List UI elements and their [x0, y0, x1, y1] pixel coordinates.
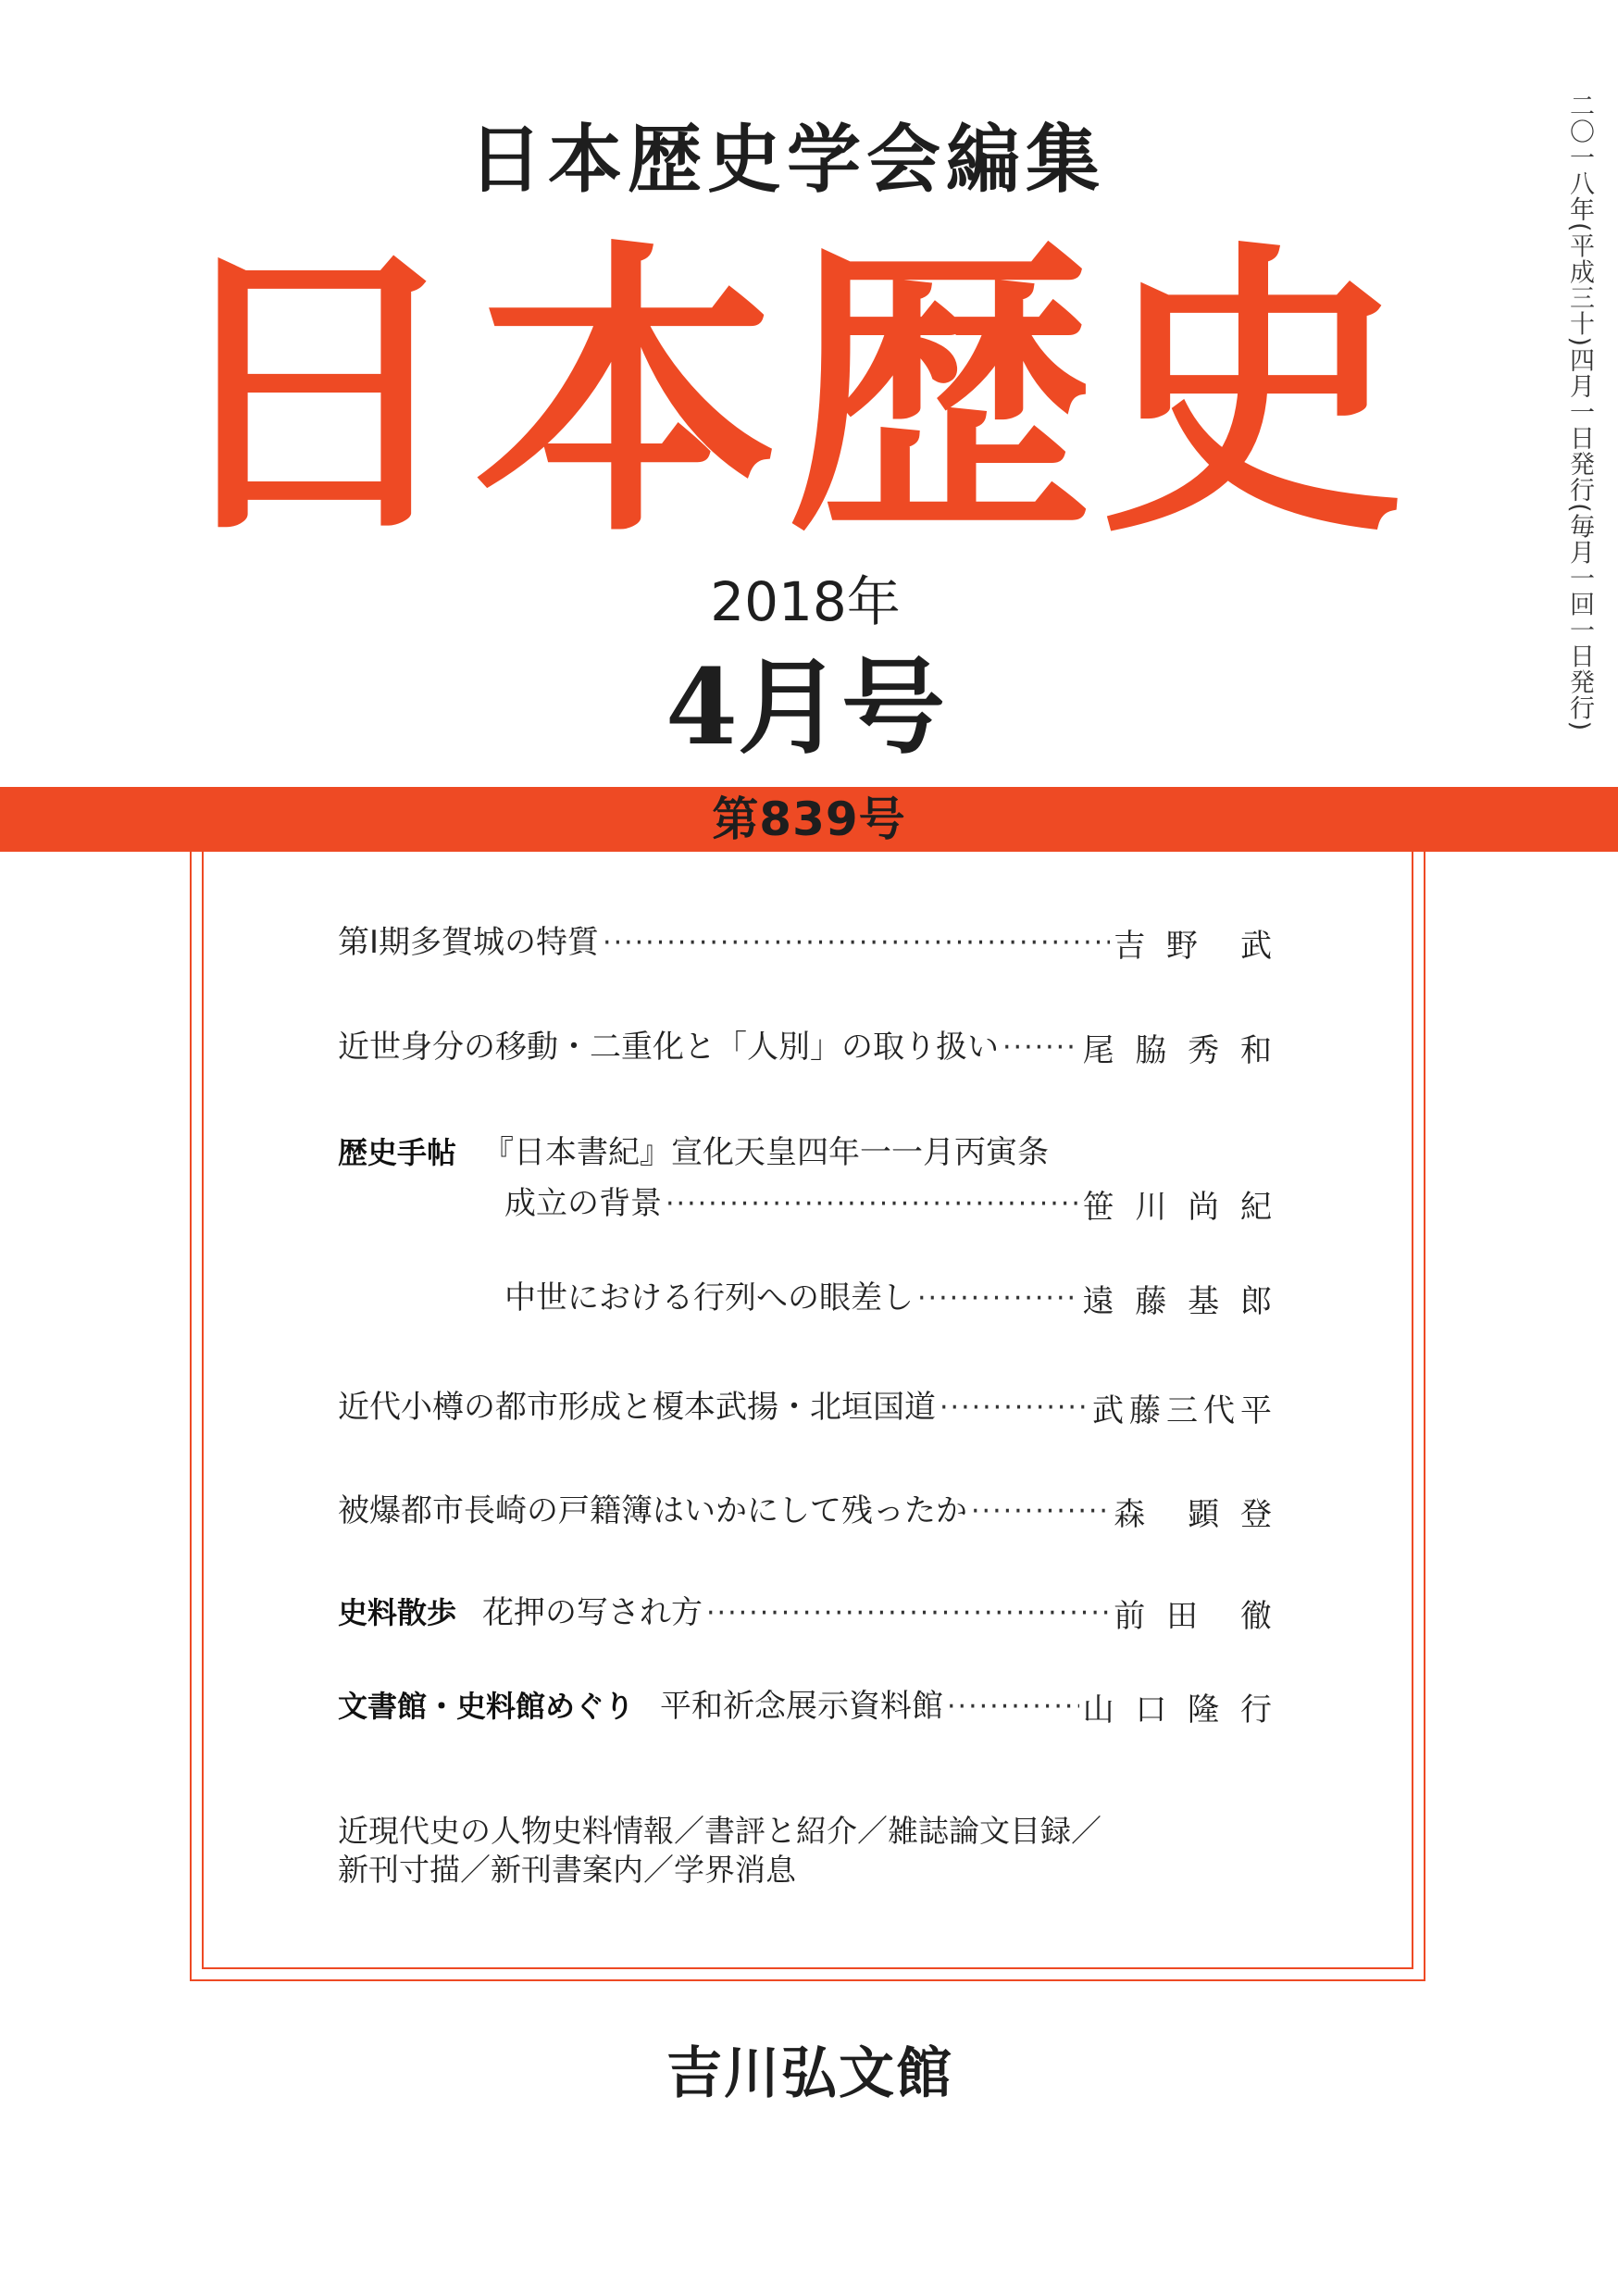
regular-features: [338, 1812, 1263, 1904]
regular-features-line: 近現代史の人物史料情報／書評と紹介／雑誌論文目録／: [338, 1813, 1101, 1849]
toc-entry-title-cont: 成立の背景: [504, 1185, 662, 1222]
toc-section-sources: [338, 1591, 1277, 1634]
toc-entry-title: 平和祈念展示資料館: [660, 1688, 944, 1725]
toc-entry-title: 花押の写され方: [482, 1594, 703, 1631]
publisher-name: 吉川弘文館: [666, 2041, 953, 2106]
toc-entry: [504, 1277, 1277, 1319]
publication-notice: 二〇一八年(平成三十)四月一日発行(毎月一回一日発行): [1565, 93, 1594, 732]
leader-dots: [917, 1282, 1079, 1315]
leader-dots: [666, 1188, 1079, 1220]
issue-month: 4月号: [666, 647, 945, 768]
leader-dots: [940, 1391, 1089, 1424]
toc-entry: [338, 921, 1277, 964]
leader-dots: [971, 1495, 1110, 1528]
toc-entry-title: 第Ⅰ期多賀城の特質: [338, 924, 600, 961]
toc-entry: [338, 1386, 1277, 1429]
toc-section-notebook: [338, 1131, 1277, 1174]
toc-entry-title: 『日本書紀』宣化天皇四年一一月丙寅条: [482, 1134, 1050, 1171]
issue-year: 2018年: [710, 570, 901, 633]
toc-entry: [504, 1182, 1277, 1225]
toc-entry-author: 笹 川 尚 紀: [1082, 1188, 1277, 1226]
toc-entry-title: 中世における行列への眼差し: [504, 1279, 914, 1316]
toc-entry: [338, 1026, 1277, 1068]
leader-dots: [706, 1597, 1110, 1629]
toc-entry-title: 近代小樽の都市形成と榎本武揚・北垣国道: [338, 1389, 936, 1426]
section-label: 文書館・史料館めぐり: [338, 1689, 635, 1724]
leader-dots: [947, 1691, 1079, 1723]
toc-entry-author: 尾 脇 秀 和: [1082, 1031, 1277, 1069]
toc-entry-author: 森 顕 登: [1114, 1495, 1277, 1533]
toc-entry-author: 遠 藤 基 郎: [1082, 1282, 1277, 1320]
section-label: 歴史手帖: [338, 1135, 457, 1170]
editor-credit: 日本歴史学会編集: [468, 117, 1105, 203]
leader-dots: [1002, 1031, 1079, 1064]
leader-dots: [603, 927, 1110, 959]
section-label: 史料散歩: [338, 1595, 457, 1630]
toc-entry-author: 武藤三代平: [1092, 1391, 1277, 1429]
issue-band: [0, 787, 1618, 852]
toc-entry-title: 被爆都市長崎の戸籍簿はいかにして残ったか: [338, 1492, 967, 1529]
toc-entry-author: 吉 野 武: [1114, 927, 1277, 965]
toc-entry-author: 山 口 隆 行: [1082, 1691, 1277, 1728]
toc-section-archives: [338, 1685, 1277, 1728]
toc-entry-title: 近世身分の移動・二重化と「人別」の取り扱い: [338, 1029, 999, 1066]
journal-title: 日本歴史: [161, 214, 1413, 573]
toc-entry-author: 前 田 徹: [1114, 1597, 1277, 1635]
issue-number: 第839号: [712, 792, 906, 846]
toc-entry: [338, 1490, 1277, 1532]
regular-features-line: 新刊寸描／新刊書案内／学界消息: [338, 1852, 796, 1888]
